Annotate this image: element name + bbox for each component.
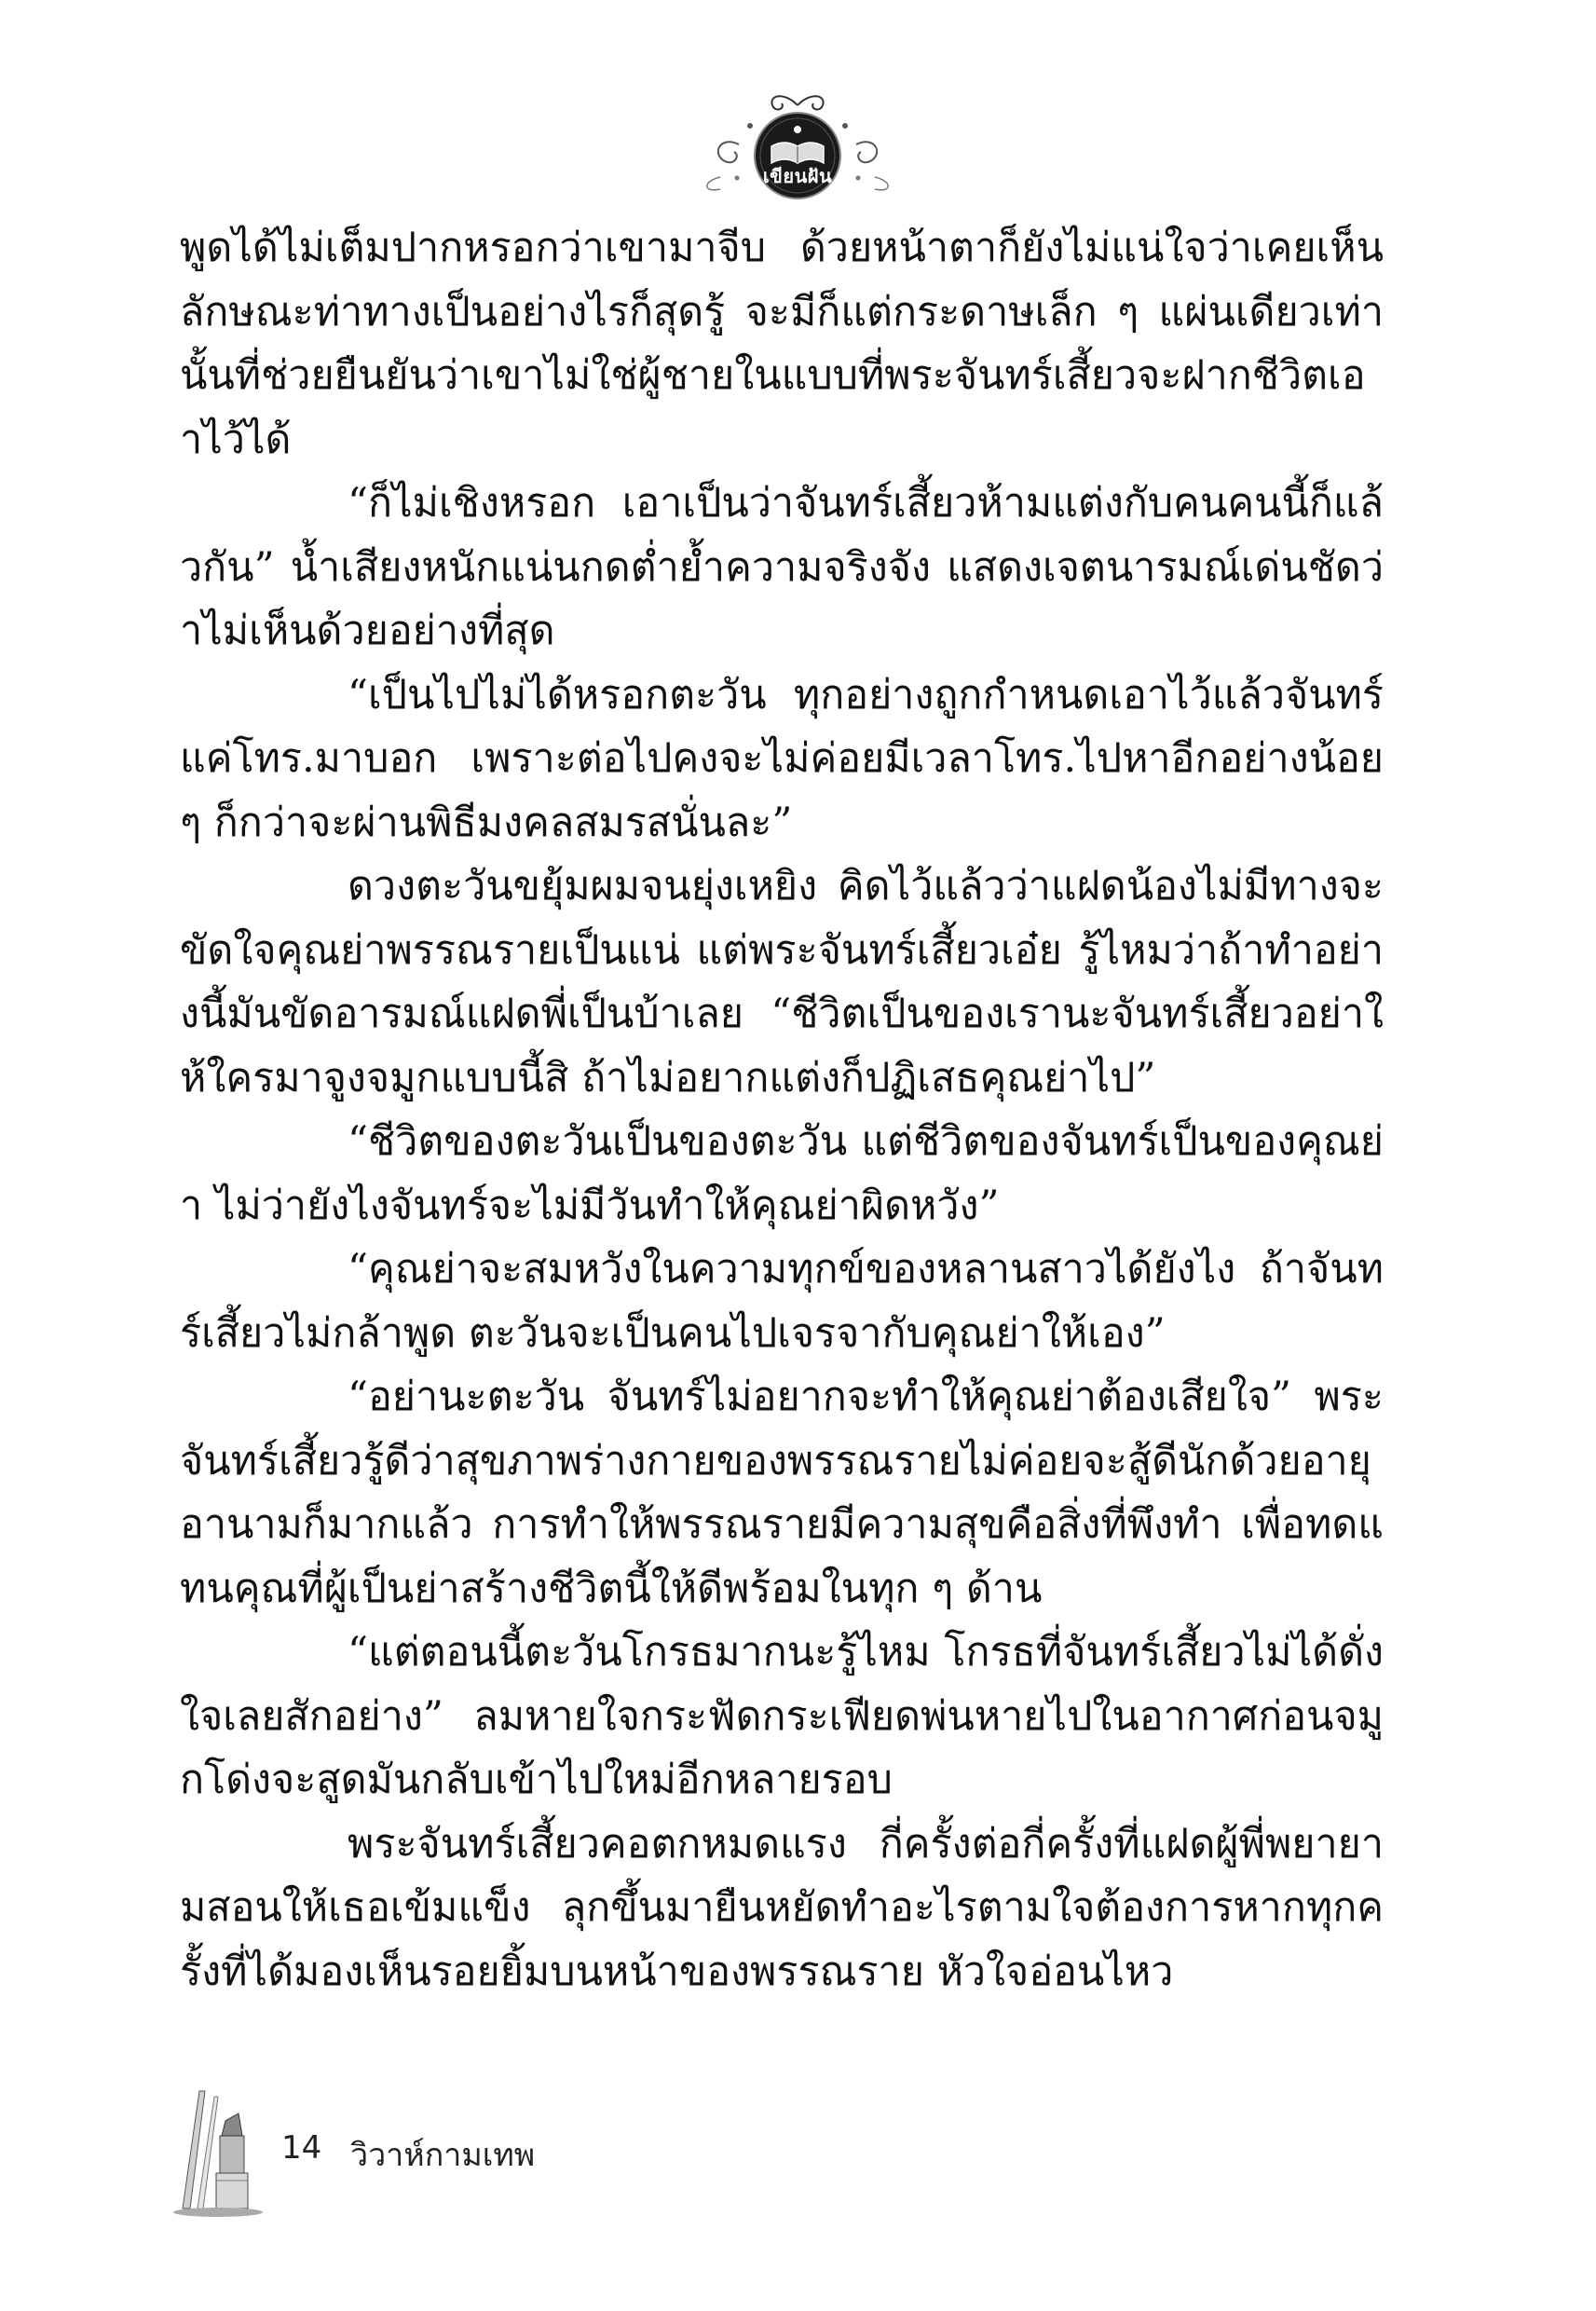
paragraph-2: “ก็ไม่เชิงหรอก เอาเป็นว่าจันทร์เสี้ยวห้ามแต่งกับคนคนนี้ก็แล้วกัน” น้ำเสียงหนักแน่นกดต่ำย้ำความจริงจัง แสดงเจตนารมณ์เด่นชัดว่าไม่เห็นด้วยอย่างที่สุด bbox=[180, 480, 1384, 654]
paragraph-4: ดวงตะวันขยุ้มผมจนยุ่งเหยิง คิดไว้แล้วว่าแฝดน้องไม่มีทางจะขัดใจคุณย่าพรรณรายเป็นแน่ แต่พระจันทร์เสี้ยวเอ๋ย รู้ไหมว่าถ้าทำอย่างนี้มันขัดอารมณ์แฝดพี่เป็นบ้าเลย “ชีวิตเป็นของเรานะจันทร์เสี้ยวอย่าให้ใครมาจูงจมูกแบบนี้สิ ถ้าไม่อยากแต่งก็ปฏิเสธคุณย่าไป” bbox=[180, 863, 1384, 1101]
paragraph-6: “คุณย่าจะสมหวังในความทุกข์ของหลานสาวได้ยังไง ถ้าจันทร์เสี้ยวไม่กล้าพูด ตะวันจะเป็นคนไปเจรจากับคุณย่าให้เอง” bbox=[180, 1246, 1384, 1357]
header-emblem bbox=[683, 89, 912, 200]
paragraph-7: “อย่านะตะวัน จันทร์ไม่อยากจะทำให้คุณย่าต้องเสียใจ” พระจันทร์เสี้ยวรู้ดีว่าสุขภาพร่างกายของพรรณรายไม่ค่อยจะสู้ดีนักด้วยอายุอานามก็มากแล้ว การทำให้พรรณรายมีความสุขคือสิ่งที่พึงทำ เพื่อทดแทนคุณที่ผู้เป็นย่าสร้างชีวิตนี้ให้ดีพร้อมในทุก ๆ ด้าน bbox=[180, 1374, 1384, 1612]
page-number: 14 bbox=[281, 2129, 322, 2167]
paragraph-9: พระจันทร์เสี้ยวคอตกหมดแรง กี่ครั้งต่อกี่ครั้งที่แฝดผู้พี่พยายามสอนให้เธอเข้มแข็ง ลุกขึ้นมายืนหยัดทำอะไรตามใจต้องการหากทุกครั้งที่ได้มองเห็นรอยยิ้มบนหน้าของพรรณราย หัวใจอ่อนไหว bbox=[180, 1820, 1384, 1995]
paragraph-3: “เป็นไปไม่ได้หรอกตะวัน ทุกอย่างถูกกำหนดเอาไว้แล้วจันทร์แค่โทร.มาบอก เพราะต่อไปคงจะไม่ค่อยมีเวลาโทร.ไปหาอีกอย่างน้อย ๆ ก็กว่าจะผ่านพิธีมงคลสมรสนั่นละ” bbox=[180, 671, 1384, 846]
running-title: วิวาห์กามเทพ bbox=[350, 2137, 536, 2174]
paragraph-5: “ชีวิตของตะวันเป็นของตะวัน แต่ชีวิตของจันทร์เป็นของคุณย่า ไม่ว่ายังไงจันทร์จะไม่มีวันทำให้คุณย่าผิดหวัง” bbox=[180, 1118, 1384, 1229]
paragraph-8: “แต่ตอนนี้ตะวันโกรธมากนะรู้ไหม โกรธที่จันทร์เสี้ยวไม่ได้ดั่งใจเลยสักอย่าง” ลมหายใจกระฟัดกระเฟียดพ่นหายไปในอากาศก่อนจมูกโด่งจะสูดมันกลับเข้าไปใหม่อีกหลายรอบ bbox=[180, 1629, 1384, 1803]
lipstick-icon bbox=[166, 2087, 270, 2218]
page-footer bbox=[166, 2087, 725, 2218]
emblem-label: เขียนฝัน bbox=[762, 165, 833, 187]
paragraph-1: พูดได้ไม่เต็มปากหรอกว่าเขามาจีบ ด้วยหน้าตาก็ยังไม่แน่ใจว่าเคยเห็นลักษณะท่าทางเป็นอย่างไรก็สุดรู้ จะมีก็แต่กระดาษเล็ก ๆ แผ่นเดียวเท่านั้นที่ช่วยยืนยันว่าเขาไม่ใช่ผู้ชายในแบบที่พระจันทร์เสี้ยวจะฝากชีวิตเอาไว้ได้ bbox=[180, 225, 1384, 463]
body-text bbox=[180, 216, 1384, 2003]
